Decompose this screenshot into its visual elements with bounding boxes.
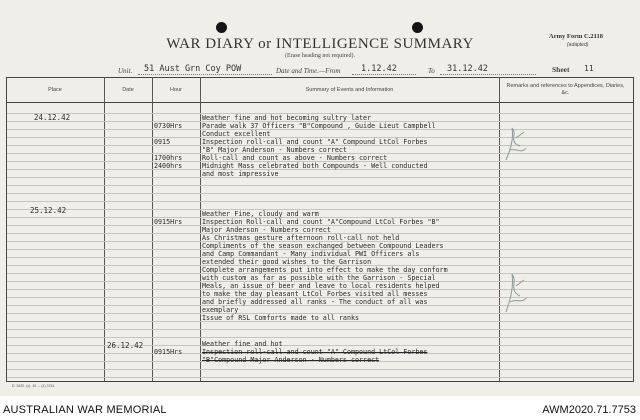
handwritten-initials [500,120,530,165]
entry-hour: 0915Hrs [154,348,183,356]
sheet-label: Sheet [552,65,570,74]
unit-value: 51 Aust Grn Coy POW [144,64,242,74]
summary-line: Inspection Roll-call and count "A"Compound LtCol Forbes "B" [202,218,440,226]
summary-line: Inspection roll-call and count "A" Compound LtCol Forbes [202,348,428,356]
to-date: 31.12.42 [447,64,488,74]
hour-line: 0915 [154,138,171,146]
entry-hours [154,114,182,178]
footer-institution: AUSTRALIAN WAR MEMORIAL [3,404,167,416]
handwritten-initials [500,268,530,316]
ruled-line [7,377,632,378]
entry-date: 26.12.42 [107,341,144,350]
header-divider [6,102,633,103]
col-divider-hour [200,77,201,381]
form-number: Army Form C.2118 [549,33,603,40]
entry-place-date: 25.12.42 [30,206,67,215]
summary-line: Complete arrangements put into effect to make the day conform [202,266,448,274]
summary-line: Parade walk 37 Officers "B"Compound , Guide Lieut Campbell [202,122,436,130]
punch-hole-left [216,22,227,33]
unit-label: Unit. [118,67,133,75]
form-subtitle: (Erase heading not required). [285,53,355,59]
col-header-date: Date [122,87,134,93]
print-reference: D. 3432. (c). 10. -- (1) 3744 [12,384,55,388]
summary-line: and briefly addressed all ranks - The conduct of all was [202,298,428,306]
from-date: 1.12.42 [361,64,397,74]
col-header-summary: Summary of Events and Information [305,87,394,93]
summary-line: Weather fine and hot becoming sultry later [202,114,372,122]
col-divider-place [104,77,105,381]
entry-summary [202,114,436,178]
to-dotted-line [440,74,536,75]
form-note: (adapted) [567,42,589,48]
summary-line: Weather Fine, cloudy and warm [202,210,319,218]
summary-line: extended their good wishes to the Garrison [202,258,372,266]
col-header-place: Place [48,87,62,93]
summary-line: Conduct excellent [202,130,271,138]
ruled-line [7,201,632,202]
summary-line: Midnight Mass celebrated both Compounds - Well conducted [202,162,428,170]
hour-line: 0915Hrs [154,218,183,226]
unit-dotted-line [138,74,272,75]
ruled-line [7,329,632,330]
summary-line: Major Anderson - Numbers correct [202,226,331,234]
hour-line: 2400hrs [154,162,183,170]
entry-place-date: 24.12.42 [34,113,71,122]
summary-line: and most impressive [202,170,279,178]
hour-line [154,114,182,122]
entry-hours [154,210,182,226]
summary-line: As Christmas gesture afternoon roll-call not held [202,234,400,242]
ruled-line [7,193,632,194]
ruled-line [7,185,632,186]
to-label: To [428,67,435,75]
summary-line: to make the day pleasant LtCol Forbes visited all messes [202,290,428,298]
col-header-remarks: Remarks and references to Appendices, Diaries, &c. [506,83,625,96]
summary-line: "B" Major Anderson - Numbers correct [202,146,347,154]
hour-line [154,210,182,218]
ruled-line [7,337,632,338]
summary-line: Compliments of the season exchanged between Compound Leaders [202,242,444,250]
entry-summary [202,340,427,364]
date-time-label: Date and Time.—From [276,67,341,75]
form-title: WAR DIARY or INTELLIGENCE SUMMARY [166,36,474,52]
summary-line: with custom as far as possible with the Garrison - Special [202,274,436,282]
ruled-line [7,369,632,370]
from-dotted-line [352,74,416,75]
summary-line: Inspection roll-call and count "A" Compound LtCol Forbes [202,138,428,146]
entry-summary [202,210,448,322]
hour-line: 1700hrs [154,154,183,162]
footer-accession-number: AWM2020.71.7753 [542,404,636,416]
summary-line: exemplary [202,306,239,314]
sheet-number: 11 [584,64,594,73]
col-header-hour: Hour [170,87,182,93]
summary-line: Meals, an issue of beer and leave to local residents helped [202,282,440,290]
hour-line [154,146,182,154]
summary-line: and Camp Commandant - Many individual PWI Officers als [202,250,420,258]
hour-line [154,170,182,178]
summary-line: "B"Compound Major Anderson - Numbers correct [202,356,380,364]
summary-line: Issue of RSL Comforts made to all ranks [202,314,360,322]
hour-line [154,130,182,138]
hour-line: 0730Hrs [154,122,183,130]
summary-line: Roll-call and count as above - Numbers correct [202,154,388,162]
punch-hole-right [412,22,423,33]
col-divider-date [152,77,153,381]
summary-line: Weather fine and hot [202,340,283,348]
